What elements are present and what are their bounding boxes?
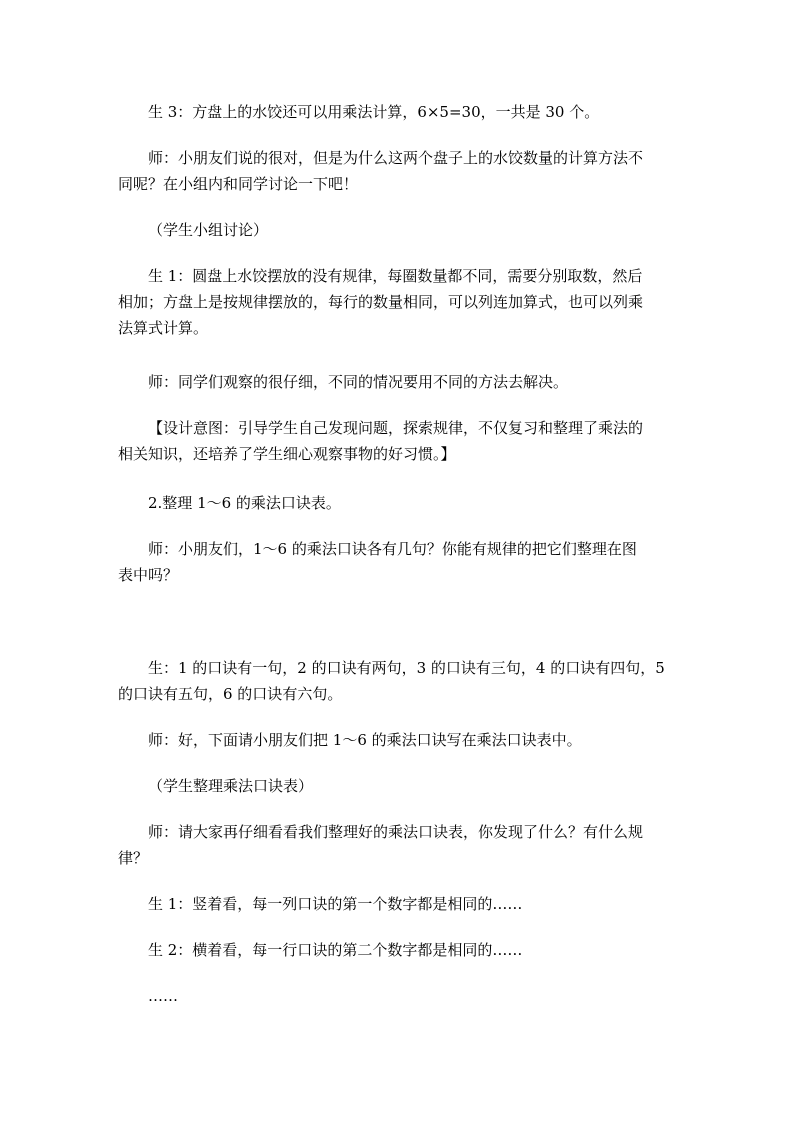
text-line: 同呢？在小组内和同学讨论一下吧！	[118, 175, 359, 193]
text-line: 表中吗？	[118, 566, 179, 584]
text-line: 生 1：竖着看，每一列口诀的第一个数字都是相同的……	[148, 895, 523, 913]
text-line: 2.整理 1～6 的乘法口诀表。	[148, 494, 341, 512]
paragraph-student1-vertical	[118, 891, 684, 917]
paragraph-group-discussion	[118, 217, 684, 243]
paragraph-student2-horizontal	[118, 937, 684, 963]
paragraph-students-organize	[118, 773, 684, 799]
text-line: 师：小朋友们说的很对，但是为什么这两个盘子上的水饺数量的计算方法不	[148, 149, 644, 167]
paragraph-design-intent	[118, 415, 684, 467]
paragraph-teacher-question	[118, 145, 684, 197]
text-line: 师：同学们观察的很仔细，不同的情况要用不同的方法去解决。	[148, 373, 569, 391]
text-line: ……	[148, 987, 178, 1005]
text-line: 师：好，下面请小朋友们把 1～6 的乘法口诀写在乘法口诀表中。	[148, 731, 582, 749]
text-line: 生 2：横着看，每一行口诀的第二个数字都是相同的……	[148, 941, 523, 959]
text-line: 生：1 的口诀有一句，2 的口诀有两句，3 的口诀有三句，4 的口诀有四句，5	[148, 659, 665, 677]
paragraph-teacher-praise	[118, 369, 684, 395]
paragraph-student1-explanation	[118, 263, 684, 341]
text-line: 生 1：圆盘上水饺摆放的没有规律，每圈数量都不同，需要分别取数，然后	[148, 267, 643, 285]
section-heading-multiplication-table	[118, 490, 684, 516]
paragraph-teacher-write	[118, 727, 684, 753]
text-line: 师：请大家再仔细看看我们整理好的乘法口诀表，你发现了什么？有什么规	[148, 823, 644, 841]
text-line: 【设计意图：引导学生自己发现问题，探索规律，不仅复习和整理了乘法的	[148, 419, 644, 437]
text-line: 生 3：方盘上的水饺还可以用乘法计算，6×5=30，一共是 30 个。	[148, 103, 600, 121]
text-line: 法算式计算。	[118, 319, 209, 337]
text-line: 的口诀有五句，6 的口诀有六句。	[118, 685, 343, 703]
text-line: 师：小朋友们，1～6 的乘法口诀各有几句？你能有规律的把它们整理在图	[148, 540, 637, 558]
paragraph-teacher-pattern	[118, 819, 684, 871]
text-line: （学生小组讨论）	[148, 221, 269, 239]
text-line: （学生整理乘法口诀表）	[148, 777, 314, 795]
text-line: 相关知识，还培养了学生细心观察事物的好习惯。】	[118, 445, 456, 463]
paragraph-teacher-how-many	[118, 536, 684, 588]
text-line: 相加；方盘上是按规律摆放的，每行的数量相同，可以列连加算式，也可以列乘	[118, 293, 644, 311]
paragraph-student3-square-plate	[118, 99, 684, 125]
paragraph-ellipsis	[118, 983, 684, 1009]
text-line: 律？	[118, 849, 149, 867]
paragraph-student-count	[118, 655, 684, 707]
